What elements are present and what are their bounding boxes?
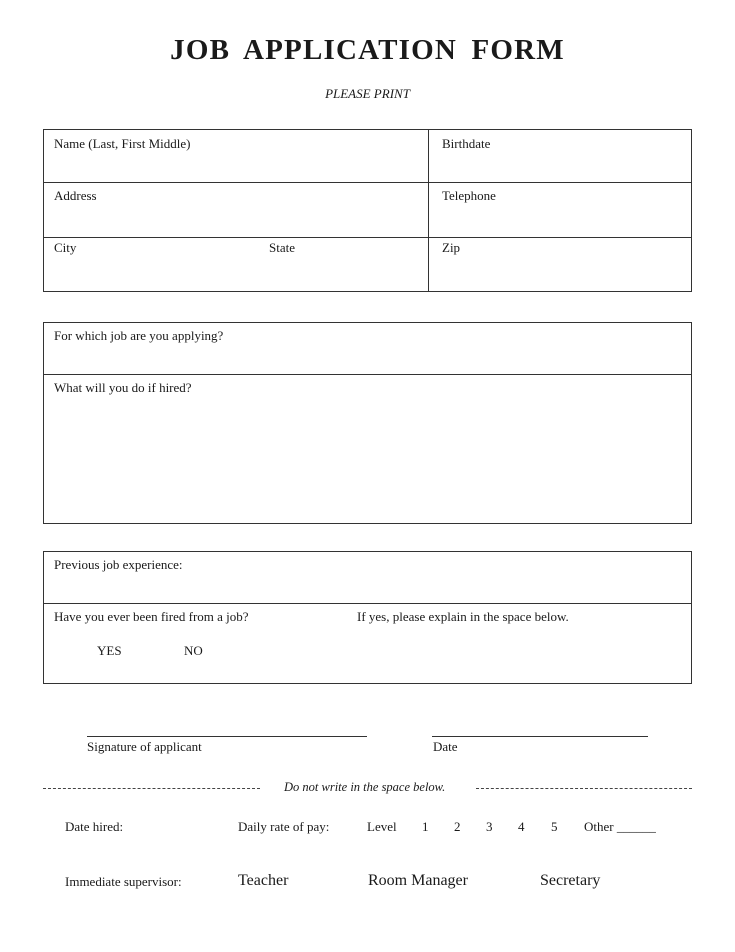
supervisor-label: Immediate supervisor:: [65, 874, 182, 889]
zip-field-label: Zip: [442, 240, 461, 255]
job-section: [43, 322, 692, 524]
level-label: Level: [367, 819, 397, 834]
signature-line[interactable]: [87, 736, 367, 737]
city-field-label: City: [54, 240, 77, 255]
office-use-notice: Do not write in the space below.: [284, 780, 446, 794]
level-5[interactable]: 5: [551, 819, 558, 834]
date-line[interactable]: [432, 736, 648, 737]
supervisor-option-room-manager[interactable]: Room Manager: [368, 872, 468, 889]
level-4[interactable]: 4: [518, 819, 525, 834]
job-applying-label: For which job are you applying?: [54, 328, 224, 343]
form-title: JOB APPLICATION FORM: [170, 34, 565, 66]
explain-instruction: If yes, please explain in the space below.: [357, 609, 569, 624]
office-divider-left: [43, 788, 260, 789]
telephone-field-label: Telephone: [442, 188, 496, 203]
other-rate-field[interactable]: Other ______: [584, 819, 656, 834]
office-divider-right: [476, 788, 692, 789]
supervisor-option-secretary[interactable]: Secretary: [540, 872, 601, 889]
level-3[interactable]: 3: [486, 819, 493, 834]
signature-date-label: Date: [433, 739, 458, 754]
fired-question-label: Have you ever been fired from a job?: [54, 609, 249, 624]
date-hired-label: Date hired:: [65, 819, 124, 834]
level-2[interactable]: 2: [454, 819, 461, 834]
state-field-label: State: [269, 240, 295, 255]
yes-option[interactable]: YES: [97, 643, 122, 658]
personal-divider-1: [43, 182, 692, 183]
personal-column-divider: [428, 129, 429, 292]
job-if-hired-label: What will you do if hired?: [54, 380, 192, 395]
birthdate-field-label: Birthdate: [442, 136, 491, 151]
experience-divider: [43, 603, 692, 604]
address-field-label: Address: [54, 188, 97, 203]
no-option[interactable]: NO: [184, 643, 203, 658]
level-1[interactable]: 1: [422, 819, 429, 834]
personal-info-section: [43, 129, 692, 292]
previous-experience-label: Previous job experience:: [54, 557, 183, 572]
name-field-label: Name (Last, First Middle): [54, 136, 191, 151]
supervisor-option-teacher[interactable]: Teacher: [238, 872, 289, 889]
signature-label: Signature of applicant: [87, 739, 202, 754]
form-subtitle: PLEASE PRINT: [325, 86, 410, 101]
job-divider: [43, 374, 692, 375]
personal-divider-2: [43, 237, 692, 238]
daily-rate-label: Daily rate of pay:: [238, 819, 330, 834]
